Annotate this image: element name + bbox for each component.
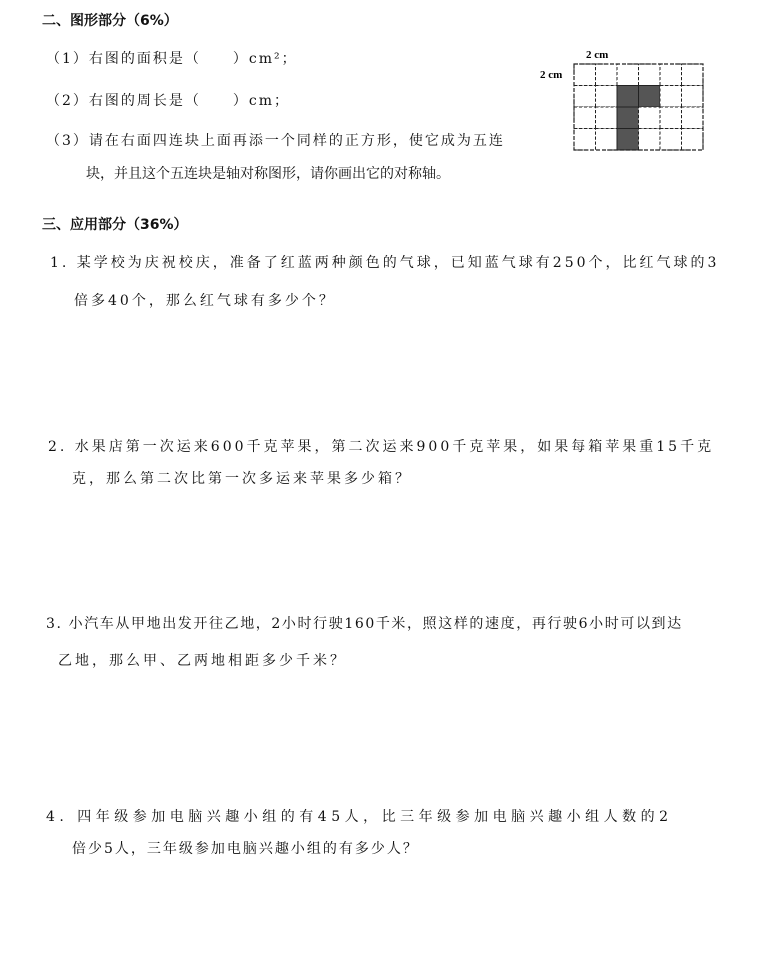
problem-2-line1: 2. 水果店第一次运来600千克苹果，第二次运来900千克苹果，如果每箱苹果重15千克	[48, 439, 715, 455]
grid-cell-shaded	[617, 107, 639, 129]
problem-3-line1: 3. 小汽车从甲地出发开往乙地，2小时行驶160千米，照这样的速度，再行驶6小时可以到达	[46, 616, 683, 632]
problem-1-line1: 1. 某学校为庆祝校庆，准备了红蓝两种颜色的气球，已知蓝气球有250个，比红气球的3	[50, 255, 720, 271]
figure-side-label: 2 cm	[540, 69, 563, 81]
grid-cell	[639, 107, 661, 129]
section-3-heading: 三、应用部分（36%）	[42, 217, 188, 233]
grid-cell	[596, 64, 618, 86]
grid-cells	[574, 64, 703, 150]
question-perimeter: （2）右图的周长是（ ）cm；	[46, 93, 291, 109]
question-pentomino-line1-clip	[46, 132, 538, 152]
grid-cell	[574, 64, 596, 86]
grid-cell	[574, 107, 596, 129]
grid-cell	[682, 64, 704, 86]
grid-cell	[682, 129, 704, 151]
grid-cell	[639, 64, 661, 86]
grid-cell	[574, 129, 596, 151]
figure-top-label: 2 cm	[586, 49, 609, 61]
grid-cell	[660, 129, 682, 151]
grid-cell	[596, 107, 618, 129]
grid-cell-shaded	[617, 129, 639, 151]
grid-cell	[682, 107, 704, 129]
question-pentomino-line1: （3）请在右面四连块上面再添一个同样的正方形，使它成为五连	[46, 133, 505, 149]
problem-4-line2: 倍少5人，三年级参加电脑兴趣小组的有多少人？	[72, 841, 419, 857]
question-area: （1）右图的面积是（ ）cm²；	[46, 51, 298, 67]
section-2-heading: 二、图形部分（6%）	[42, 13, 178, 29]
grid-figure	[538, 44, 708, 174]
problem-3-line2: 乙地，那么甲、乙两地相距多少千米？	[58, 653, 347, 669]
problem-4-line1: 4. 四年级参加电脑兴趣小组的有45人，比三年级参加电脑兴趣小组人数的2	[46, 809, 673, 825]
grid-cell	[639, 129, 661, 151]
grid-cell	[660, 107, 682, 129]
problem-2-line1-clip	[48, 438, 724, 458]
grid-cell	[660, 64, 682, 86]
grid-cell	[596, 129, 618, 151]
grid-cell-shaded	[617, 86, 639, 108]
question-pentomino-line2: 块，并且这个五连块是轴对称图形，请你画出它的对称轴。	[86, 166, 450, 182]
grid-cell	[596, 86, 618, 108]
grid-cell	[660, 86, 682, 108]
problem-2-line2: 克，那么第二次比第一次多运来苹果多少箱？	[72, 471, 412, 487]
grid-cell	[682, 86, 704, 108]
problem-1-line2: 倍多40个，那么红气球有多少个？	[74, 293, 336, 309]
grid-cell-shaded	[639, 86, 661, 108]
grid-cell	[574, 86, 596, 108]
grid-cell	[617, 64, 639, 86]
